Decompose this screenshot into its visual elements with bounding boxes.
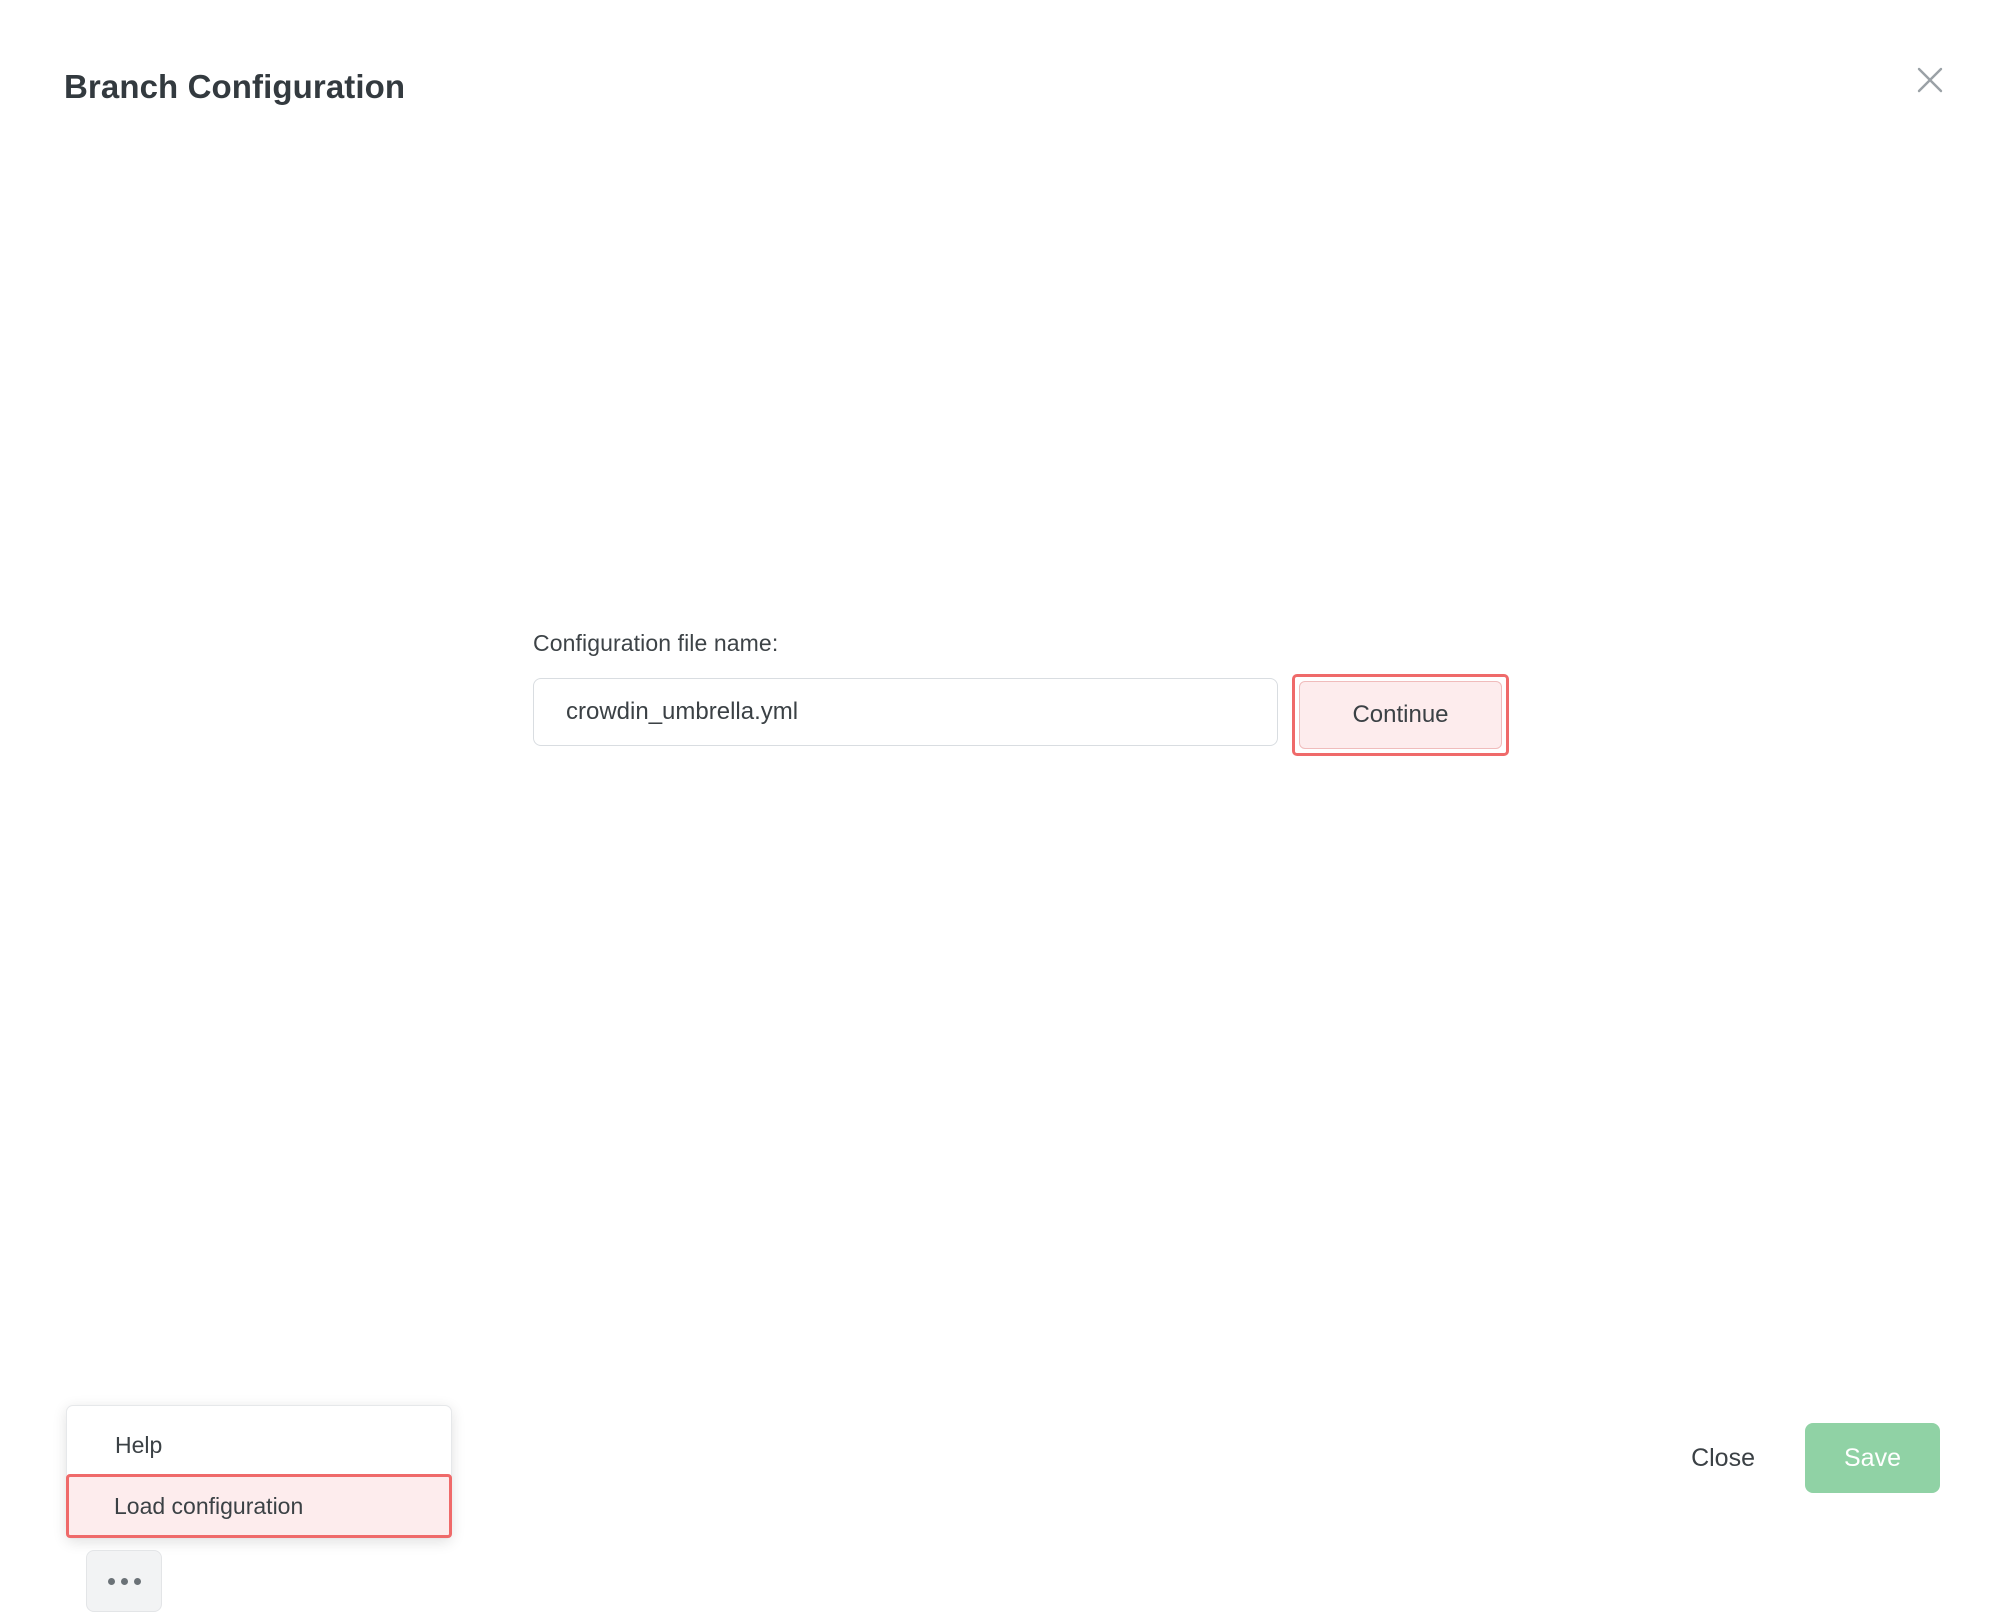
ellipsis-icon <box>108 1578 141 1585</box>
configuration-file-block <box>533 630 1513 756</box>
overflow-context-menu <box>66 1405 452 1539</box>
continue-highlight <box>1292 674 1509 756</box>
overflow-menu-button[interactable] <box>86 1550 162 1612</box>
save-button[interactable]: Save <box>1805 1423 1940 1493</box>
close-button[interactable]: Close <box>1671 1430 1775 1487</box>
configuration-file-input[interactable] <box>533 678 1278 746</box>
menu-item-load-configuration[interactable]: Load configuration <box>66 1474 452 1538</box>
dialog-footer <box>1671 1378 1940 1538</box>
close-icon[interactable] <box>1908 58 1952 102</box>
page-title: Branch Configuration <box>64 68 406 105</box>
dialog-header <box>0 0 2000 150</box>
menu-item-help[interactable]: Help <box>115 1431 163 1458</box>
continue-button[interactable]: Continue <box>1299 681 1502 749</box>
configuration-file-row <box>533 678 1513 756</box>
configuration-file-label: Configuration file name: <box>533 630 779 656</box>
